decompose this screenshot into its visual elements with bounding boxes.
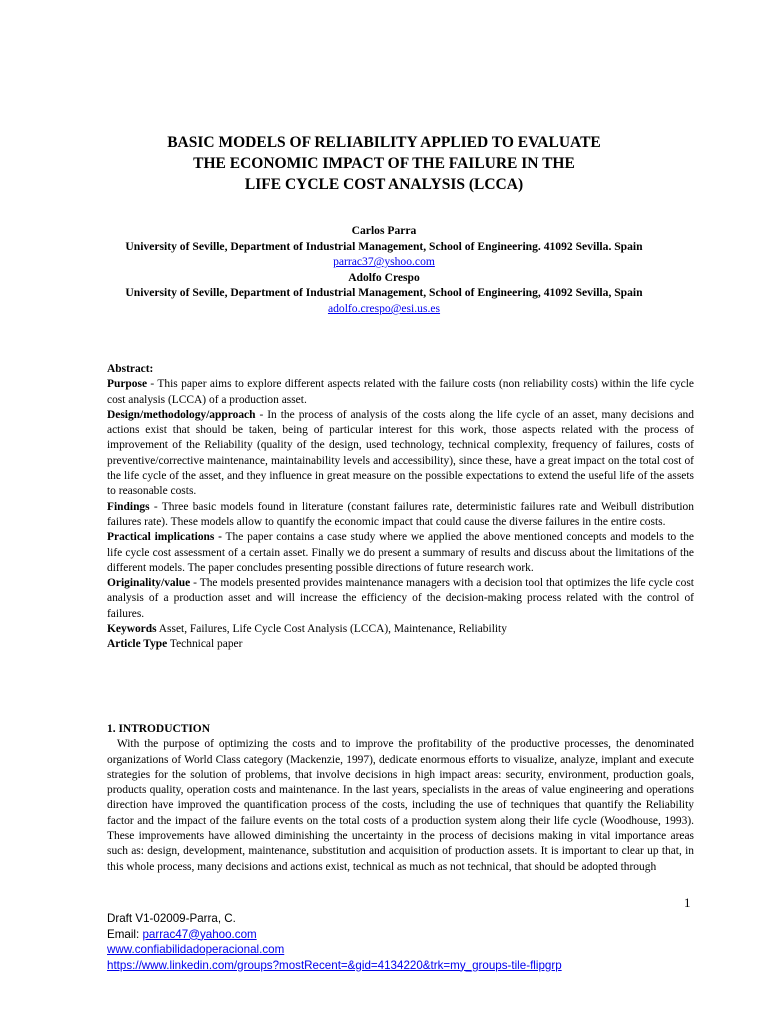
originality-text: - The models presented provides maintenance managers with a decision tool that optimizes the life cycle cost analysis of a production asset and will increase the efficiency of the decision-making process related with the control of failures. xyxy=(107,577,694,620)
footer-email-line xyxy=(107,927,562,943)
article-type-label: Article Type xyxy=(107,638,168,651)
originality-label: Originality/value xyxy=(107,577,191,590)
author-email-link[interactable]: parrac37@yshoo.com xyxy=(333,255,435,269)
page-footer xyxy=(107,911,562,973)
keywords-label: Keywords xyxy=(107,623,157,636)
abstract-keywords xyxy=(107,622,694,637)
findings-text: - Three basic models found in literature (constant failures rate, deterministic failures rate and Weibull distribution failures rate). These models allow to quantify the economic impact that could cause the diverse failures in the entire costs. xyxy=(107,500,694,528)
footer-draft: Draft V1-02009-Parra, C. xyxy=(107,912,236,925)
footer-website-link[interactable]: www.confiabilidadoperacional.com xyxy=(107,943,285,956)
practical-text: The paper contains a case study where we applied the above mentioned concepts and models to the life cycle cost assessment of a certain asset. Finally we do present a summary of results and discuss about the limitations of the different models. The paper concludes presenting possible directions of future research work. xyxy=(107,531,694,574)
author-email-link[interactable]: adolfo.crespo@esi.us.es xyxy=(327,301,441,315)
design-label: Design/methodology/approach xyxy=(107,408,256,421)
author-name: Carlos Parra xyxy=(351,224,417,237)
keywords-text: Asset, Failures, Life Cycle Cost Analysis (LCCA), Maintenance, Reliability xyxy=(156,623,507,636)
abstract-section xyxy=(107,362,694,653)
title-line-2: THE ECONOMIC IMPACT OF THE FAILURE IN THE xyxy=(193,155,575,172)
purpose-text: - This paper aims to explore different aspects related with the failure costs (non reliability costs) within the life cycle cost analysis (LCCA) of a production asset. xyxy=(107,378,694,406)
design-text: - In the process of analysis of the costs along the life cycle of an asset, many decisions and actions exist that should be taken, being of particular interest for this work, those aspects related with the process of improvement of the Reliability (quality of the design, used technology, technical complexity, frequency of failures, costs of preventive/corrective maintenance, maintainability levels and accessibility), since these, have a great impact on the total cost of the life cycle of the asset, and they influence in great measure on the possible expectations to extend the useful life of the assets to reasonable costs. xyxy=(107,408,694,498)
article-type-text: Technical paper xyxy=(167,638,243,651)
footer-linkedin-link[interactable]: https://www.linkedin.com/groups?mostRecent=&gid=4134220&trk=my_groups-tile-flipgrp xyxy=(107,958,562,972)
page-number: 1 xyxy=(684,895,691,910)
abstract-findings xyxy=(107,500,694,531)
abstract-design xyxy=(107,408,694,500)
findings-label: Findings xyxy=(107,500,150,513)
introduction-paragraph: With the purpose of optimizing the costs and to improve the profitability of the productive processes, the denominated organizations of World Class category (Mackenzie, 1997), dedicate enormous efforts to visualize, analyze, implant and execute strategies for the solution of problems, that involve decisions in high impact areas: security, environment, production goals, products quality, operation costs and maintenance. In the last years, specialists in the areas of value engineering and operations direction have improved the quantification process of the costs, including the use of techniques that quantify the Reliability factor and the impact of the failure events on the total costs of a production system along their life cycle (Woodhouse, 1993). These improvements have allowed diminishing the uncertainty in the process of decisions making in vital importance areas such as: design, development, maintenance, substitution and acquisition of production assets. It is important to clear up that, in this whole process, many decisions and actions exist, technical as much as not technical, that should be adopted through xyxy=(107,738,694,873)
footer-email-link[interactable]: parrac47@yahoo.com xyxy=(142,927,257,941)
author-affiliation: University of Seville, Department of Industrial Management, School of Engineering, 41092 Sevilla, Spain xyxy=(125,286,643,300)
purpose-label: Purpose xyxy=(107,378,148,391)
abstract-purpose xyxy=(107,377,694,408)
practical-label: Practical implications - xyxy=(107,531,222,544)
abstract-heading: Abstract: xyxy=(107,363,154,375)
title-line-3: LIFE CYCLE COST ANALYSIS (LCCA) xyxy=(244,176,524,193)
author-block xyxy=(30,223,738,317)
abstract-practical xyxy=(107,530,694,576)
title-line-1: BASIC MODELS OF RELIABILITY APPLIED TO EVALUATE xyxy=(167,134,601,151)
paper-title xyxy=(40,132,728,195)
introduction-section xyxy=(107,722,694,875)
author-name: Adolfo Crespo xyxy=(348,270,420,284)
footer-email-label: Email: xyxy=(107,927,143,941)
section-heading: 1. INTRODUCTION xyxy=(107,723,210,735)
abstract-originality xyxy=(107,576,694,622)
abstract-article-type xyxy=(107,637,694,652)
author-affiliation: University of Seville, Department of Industrial Management, School of Engineering. 41092 Sevilla. Spain xyxy=(125,239,643,253)
